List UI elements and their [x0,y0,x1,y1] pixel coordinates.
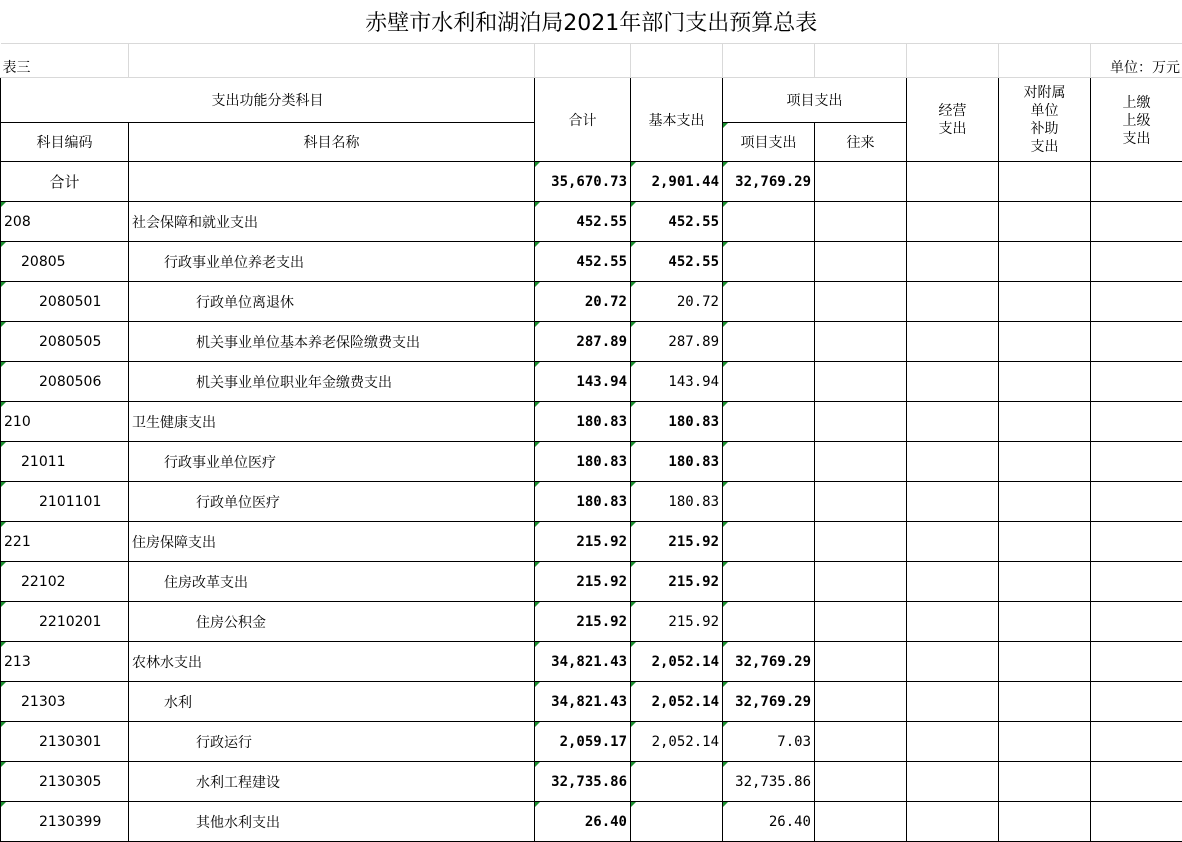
row-name: 行政运行 [129,722,535,762]
header-higher: 上缴 上级 支出 [1091,78,1182,162]
row-subsidy [999,482,1091,522]
row-code: 2130399 [1,802,129,842]
table-row [1,482,1182,522]
table-row [1,242,1182,282]
row-transfer [815,722,907,762]
row-operating [907,762,999,802]
row-code: 2101101 [1,482,129,522]
row-basic: 2,052.14 [631,682,723,722]
table-number: 表三 [1,44,129,78]
row-subsidy [999,202,1091,242]
row-basic: 215.92 [631,602,723,642]
row-total: 452.55 [535,242,631,282]
row-higher [1091,642,1182,682]
row-total: 215.92 [535,522,631,562]
row-name: 住房公积金 [129,602,535,642]
row-transfer [815,522,907,562]
row-subsidy [999,282,1091,322]
row-basic [631,802,723,842]
row-basic: 2,052.14 [631,722,723,762]
row-operating [907,402,999,442]
total-basic: 2,901.44 [631,162,723,202]
row-operating [907,522,999,562]
row-basic: 215.92 [631,562,723,602]
row-operating [907,282,999,322]
row-subsidy [999,722,1091,762]
row-total: 20.72 [535,282,631,322]
row-project [723,202,815,242]
table-row [1,282,1182,322]
row-code: 2130301 [1,722,129,762]
row-transfer [815,322,907,362]
row-higher [1091,282,1182,322]
table-row [1,762,1182,802]
unit-label: 单位：万元 [1091,44,1182,78]
header-code: 科目编码 [1,123,129,162]
table-row [1,602,1182,642]
row-total: 2,059.17 [535,722,631,762]
row-operating [907,482,999,522]
row-basic: 452.55 [631,202,723,242]
table-row [1,802,1182,842]
row-higher [1091,802,1182,842]
row-project: 7.03 [723,722,815,762]
table-row [1,322,1182,362]
row-name: 住房保障支出 [129,522,535,562]
row-operating [907,642,999,682]
header-transfer: 往来 [815,123,907,162]
row-transfer [815,802,907,842]
row-name: 机关事业单位基本养老保险缴费支出 [129,322,535,362]
row-project [723,402,815,442]
row-higher [1091,722,1182,762]
row-total: 180.83 [535,402,631,442]
header-project: 项目支出 [723,78,907,123]
row-subsidy [999,242,1091,282]
row-code: 21303 [1,682,129,722]
row-total: 180.83 [535,482,631,522]
row-name: 卫生健康支出 [129,402,535,442]
row-code: 221 [1,522,129,562]
row-name: 行政单位离退休 [129,282,535,322]
row-basic [631,762,723,802]
row-total: 34,821.43 [535,642,631,682]
header-func-category: 支出功能分类科目 [1,78,535,123]
row-higher [1091,322,1182,362]
row-subsidy [999,642,1091,682]
row-code: 2080505 [1,322,129,362]
header-project-sub: 项目支出 [723,123,815,162]
row-subsidy [999,322,1091,362]
row-project [723,482,815,522]
table-row [1,522,1182,562]
row-code: 210 [1,402,129,442]
row-subsidy [999,522,1091,562]
row-higher [1091,562,1182,602]
row-transfer [815,282,907,322]
row-basic: 215.92 [631,522,723,562]
row-higher [1091,402,1182,442]
row-operating [907,682,999,722]
row-higher [1091,522,1182,562]
row-operating [907,722,999,762]
row-code: 208 [1,202,129,242]
row-basic: 20.72 [631,282,723,322]
row-code: 21011 [1,442,129,482]
row-project: 32,769.29 [723,682,815,722]
row-project [723,602,815,642]
row-transfer [815,682,907,722]
total-total: 35,670.73 [535,162,631,202]
row-subsidy [999,762,1091,802]
table-row [1,402,1182,442]
row-project [723,242,815,282]
row-higher [1091,202,1182,242]
total-row [1,162,1182,202]
row-higher [1091,242,1182,282]
row-code: 2130305 [1,762,129,802]
table-row [1,362,1182,402]
row-operating [907,322,999,362]
header-name: 科目名称 [129,123,535,162]
row-total: 34,821.43 [535,682,631,722]
row-name: 水利工程建设 [129,762,535,802]
row-subsidy [999,682,1091,722]
row-total: 180.83 [535,442,631,482]
row-name: 其他水利支出 [129,802,535,842]
row-total: 452.55 [535,202,631,242]
row-higher [1091,602,1182,642]
row-total: 32,735.86 [535,762,631,802]
header-subsidy: 对附属 单位 补助 支出 [999,78,1091,162]
row-transfer [815,602,907,642]
row-code: 2080501 [1,282,129,322]
table-row [1,562,1182,602]
row-project [723,362,815,402]
row-subsidy [999,402,1091,442]
row-higher [1091,762,1182,802]
row-name: 行政单位医疗 [129,482,535,522]
row-operating [907,362,999,402]
table-row [1,642,1182,682]
row-transfer [815,562,907,602]
row-transfer [815,402,907,442]
row-code: 213 [1,642,129,682]
table-row [1,202,1182,242]
row-name: 住房改革支出 [129,562,535,602]
row-transfer [815,362,907,402]
row-higher [1091,682,1182,722]
row-operating [907,602,999,642]
row-project: 32,735.86 [723,762,815,802]
header-total: 合计 [535,78,631,162]
row-subsidy [999,442,1091,482]
row-name: 行政事业单位医疗 [129,442,535,482]
row-project [723,562,815,602]
row-total: 143.94 [535,362,631,402]
row-basic: 2,052.14 [631,642,723,682]
header-operating: 经营 支出 [907,78,999,162]
row-transfer [815,482,907,522]
row-project [723,322,815,362]
row-subsidy [999,362,1091,402]
table-row [1,682,1182,722]
row-total: 287.89 [535,322,631,362]
row-subsidy [999,602,1091,642]
row-transfer [815,642,907,682]
row-name: 水利 [129,682,535,722]
row-total: 215.92 [535,562,631,602]
row-operating [907,802,999,842]
row-code: 22102 [1,562,129,602]
row-project: 32,769.29 [723,642,815,682]
row-operating [907,242,999,282]
row-transfer [815,762,907,802]
row-name: 机关事业单位职业年金缴费支出 [129,362,535,402]
table-row [1,442,1182,482]
row-code: 2080506 [1,362,129,402]
row-project [723,522,815,562]
row-operating [907,442,999,482]
row-project [723,442,815,482]
table-row [1,722,1182,762]
row-total: 215.92 [535,602,631,642]
row-code: 20805 [1,242,129,282]
row-operating [907,562,999,602]
total-project: 32,769.29 [723,162,815,202]
row-higher [1091,442,1182,482]
row-basic: 180.83 [631,482,723,522]
row-higher [1091,482,1182,522]
row-basic: 452.55 [631,242,723,282]
row-basic: 287.89 [631,322,723,362]
row-subsidy [999,562,1091,602]
row-subsidy [999,802,1091,842]
row-higher [1091,362,1182,402]
row-project [723,282,815,322]
row-operating [907,202,999,242]
row-total: 26.40 [535,802,631,842]
header-basic: 基本支出 [631,78,723,162]
page-title: 赤壁市水利和湖泊局2021年部门支出预算总表 [1,0,1182,44]
row-code: 2210201 [1,602,129,642]
row-transfer [815,442,907,482]
row-name: 社会保障和就业支出 [129,202,535,242]
row-basic: 180.83 [631,442,723,482]
total-label: 合计 [1,162,129,202]
row-basic: 143.94 [631,362,723,402]
row-name: 行政事业单位养老支出 [129,242,535,282]
row-name: 农林水支出 [129,642,535,682]
row-transfer [815,242,907,282]
row-transfer [815,202,907,242]
row-project: 26.40 [723,802,815,842]
row-basic: 180.83 [631,402,723,442]
